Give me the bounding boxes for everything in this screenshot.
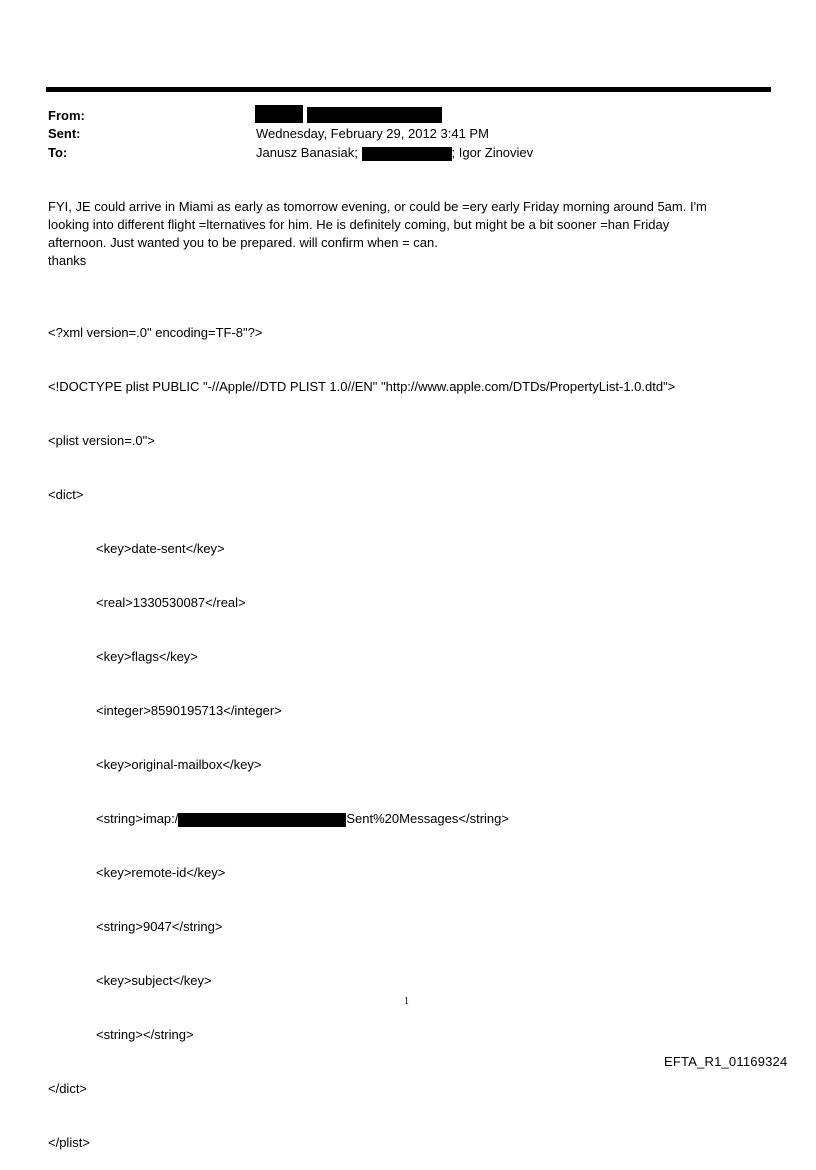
plist-dict-line: <key>original-mailbox</key> (96, 757, 262, 772)
sent-label: Sent: (48, 126, 81, 141)
message-line: FYI, JE could arrive in Miami as early as tomorrow evening, or could be =ery early Friday morning around 5am. I'm (48, 199, 707, 214)
plist-dict-line: <key>remote-id</key> (96, 865, 226, 880)
to-recipient-2: ; Igor Zinoviev (451, 145, 534, 160)
plist-block (48, 288, 675, 1170)
document-id: EFTA_R1_01169324 (664, 1054, 788, 1069)
plist-mailbox-line (48, 810, 675, 828)
plist-mailbox-suffix: Sent%20Messages</string> (346, 811, 509, 826)
redaction-from-1 (255, 105, 303, 123)
redaction-mailbox (178, 813, 346, 827)
plist-dict-line: <string></string> (96, 1027, 194, 1042)
page-number: 1 (404, 996, 409, 1007)
plist-line: <!DOCTYPE plist PUBLIC "-//Apple//DTD PLIST 1.0//EN" "http://www.apple.com/DTDs/PropertyList-1.0.dtd"> (48, 379, 676, 394)
redaction-from-2 (307, 107, 442, 123)
plist-dict-line: <key>subject</key> (96, 973, 212, 988)
to-value (256, 145, 533, 161)
message-line: afternoon. Just wanted you to be prepared. will confirm when = can. (48, 235, 438, 250)
plist-mailbox-prefix: <string>imap:/ (96, 811, 179, 826)
message-body (48, 198, 707, 270)
plist-dict-line: <real>1330530087</real> (96, 595, 246, 610)
to-label: To: (48, 145, 68, 160)
plist-dict-line: <key>date-sent</key> (96, 541, 225, 556)
plist-line: </plist> (48, 1135, 90, 1150)
plist-line: <dict> (48, 487, 84, 502)
from-label: From: (48, 108, 85, 123)
message-line: looking into different flight =lternatives for him. He is definitely coming, but might be a bit sooner =han Friday (48, 217, 670, 232)
to-recipient-1: Janusz Banasiak; (256, 145, 362, 160)
message-line: thanks (48, 253, 87, 268)
plist-line: <plist version=.0"> (48, 433, 155, 448)
redaction-to (362, 147, 452, 161)
header-rule (46, 87, 771, 92)
plist-dict-line: <string>9047</string> (96, 919, 223, 934)
plist-dict-line: <integer>8590195713</integer> (96, 703, 282, 718)
plist-dict-line: <key>flags</key> (96, 649, 198, 664)
plist-line: </dict> (48, 1081, 88, 1096)
sent-value: Wednesday, February 29, 2012 3:41 PM (256, 126, 489, 141)
plist-line: <?xml version=.0" encoding=TF-8"?> (48, 325, 263, 340)
